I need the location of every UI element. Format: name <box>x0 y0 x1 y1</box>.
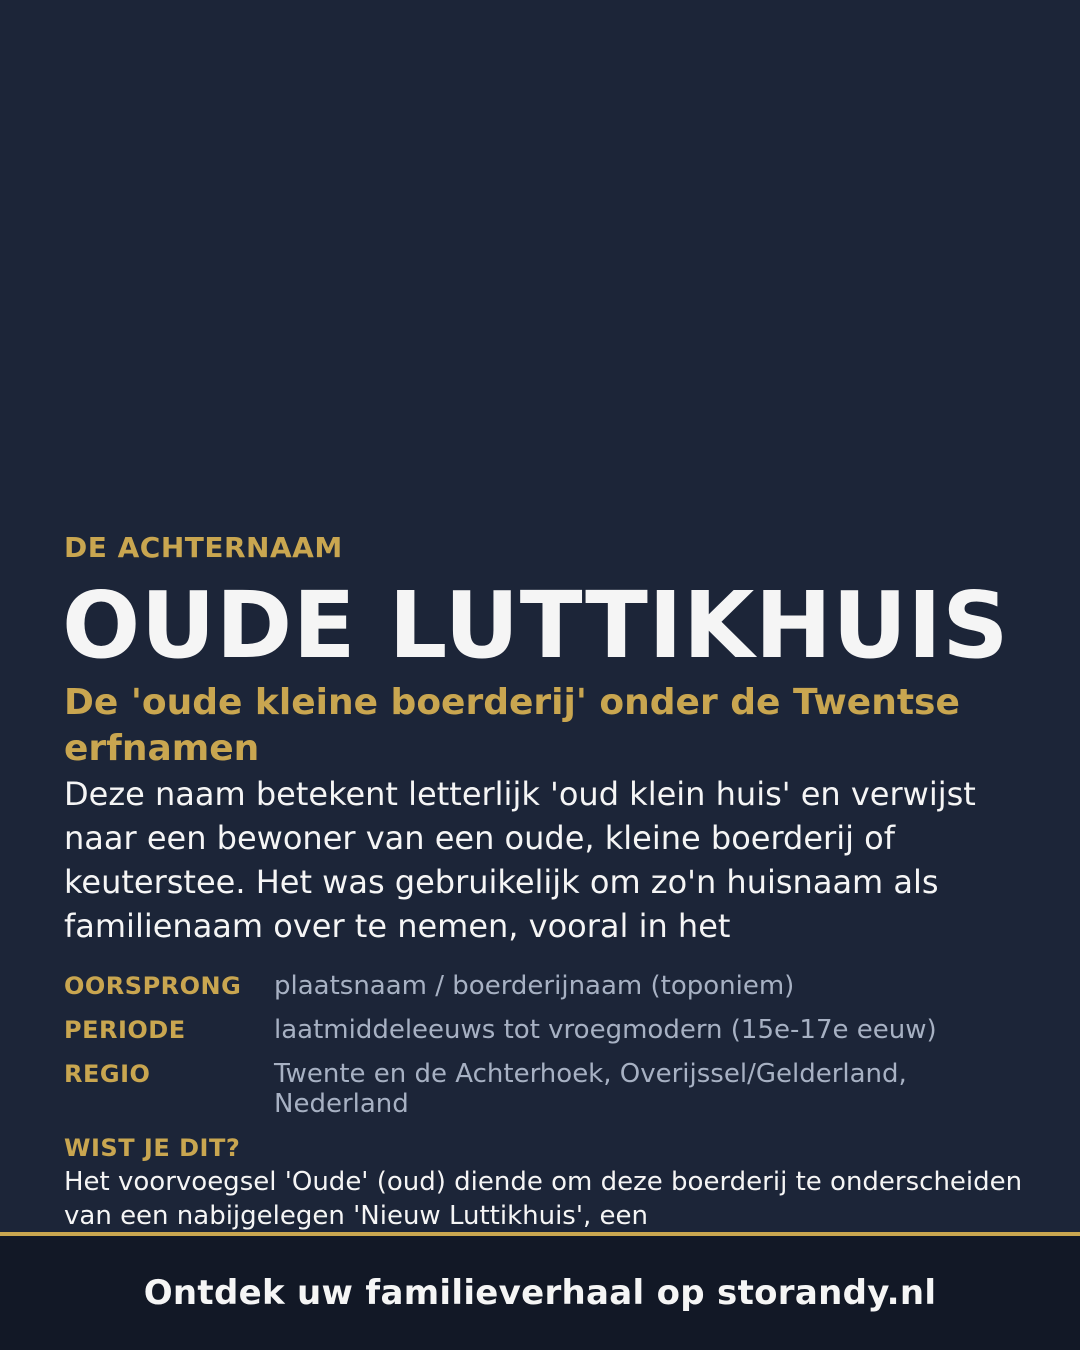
facts-list <box>64 971 1024 1119</box>
surname-title: OUDE LUTTIKHUIS <box>62 572 1010 679</box>
fact-row-period <box>64 1015 1024 1045</box>
fact-value: laatmiddeleeuws tot vroegmodern (15e-17e eeuw) <box>274 1015 937 1045</box>
footer-banner <box>0 1232 1080 1350</box>
fact-label: OORSPRONG <box>64 972 242 1000</box>
fact-row-region <box>64 1059 1024 1119</box>
fact-label: PERIODE <box>64 1016 186 1044</box>
fact-label: REGIO <box>64 1060 151 1088</box>
did-you-know-text: Het voorvoegsel 'Oude' (oud) diende om deze boerderij te onderscheiden van een nabijgelegen 'Nieuw Luttikhuis', een <box>64 1167 1023 1231</box>
fact-row-origin <box>64 971 1024 1001</box>
footer-cta: Ontdek uw familieverhaal op storandy.nl <box>143 1273 937 1313</box>
fact-value: plaatsnaam / boerderijnaam (toponiem) <box>274 971 795 1001</box>
eyebrow-label: DE ACHTERNAAM <box>64 531 343 564</box>
surname-description: Deze naam betekent letterlijk 'oud klein huis' en verwijst naar een bewoner van een oude, kleine boerderij of keuterstee. Het was gebruikelijk om zo'n huisnaam als familienaam over te nemen, vooral in het <box>64 775 976 945</box>
surname-card <box>64 530 1024 1231</box>
surname-subtitle: De 'oude kleine boerderij' onder de Twentse erfnamen <box>64 682 960 769</box>
did-you-know-label: WIST JE DIT? <box>64 1134 241 1162</box>
fact-value: Twente en de Achterhoek, Overijssel/Gelderland, Nederland <box>274 1059 907 1119</box>
